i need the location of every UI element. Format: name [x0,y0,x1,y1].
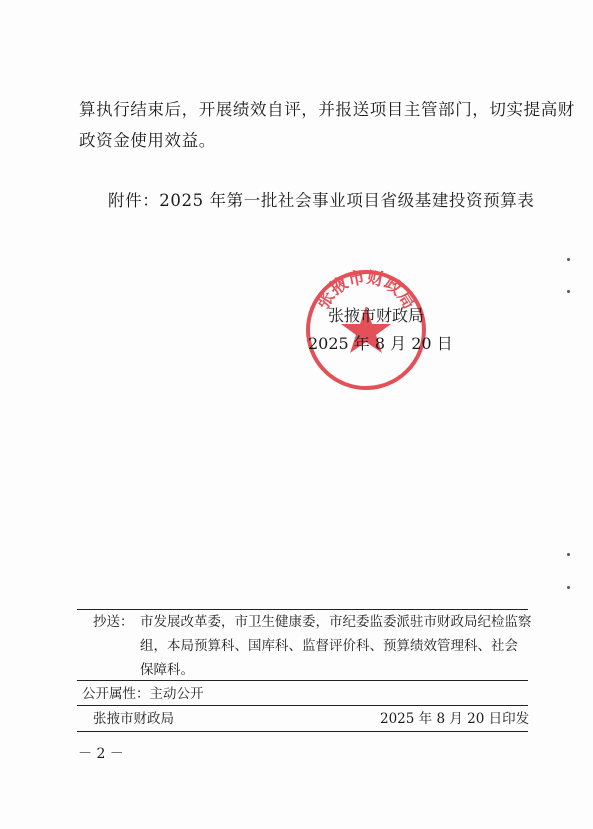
footer-bottom-rule [77,731,528,732]
seal-text: 张掖市财政局 [313,268,419,313]
signature-org: 张掖市财政局 [328,306,425,325]
body-paragraph-line-2: 政资金使用效益。 [79,131,216,150]
signature-date: 2025 年 8 月 20 日 [308,334,453,353]
issue-date: 2025 年 8 月 20 日印发 [380,711,530,727]
footer-separator-rule [77,705,528,706]
cc-line-2: 组，本局预算科、国库科、监督评价科、预算绩效管理科、社会 [140,638,518,654]
cc-label: 抄送： [93,614,134,630]
scan-speck [567,258,570,261]
attachment-line: 附件：2025 年第一批社会事业项目省级基建投资预算表 [108,191,535,210]
public-attribute: 公开属性：主动公开 [82,686,204,702]
scan-speck [567,586,570,589]
footer-middle-rule [77,680,528,681]
issuer-name: 张掖市财政局 [93,711,174,727]
official-seal-stamp [304,268,428,392]
scan-speck [567,553,570,556]
body-paragraph-line-1: 算执行结束后，开展绩效自评，并报送项目主管部门，切实提高财 [79,100,575,119]
scan-speck [567,290,570,293]
footer-top-rule [77,609,528,610]
cc-line-1: 市发展改革委，市卫生健康委，市纪委监委派驻市财政局纪检监察 [140,614,532,630]
page-number: － 2 － [78,746,124,762]
cc-line-3: 保障科。 [140,662,194,678]
